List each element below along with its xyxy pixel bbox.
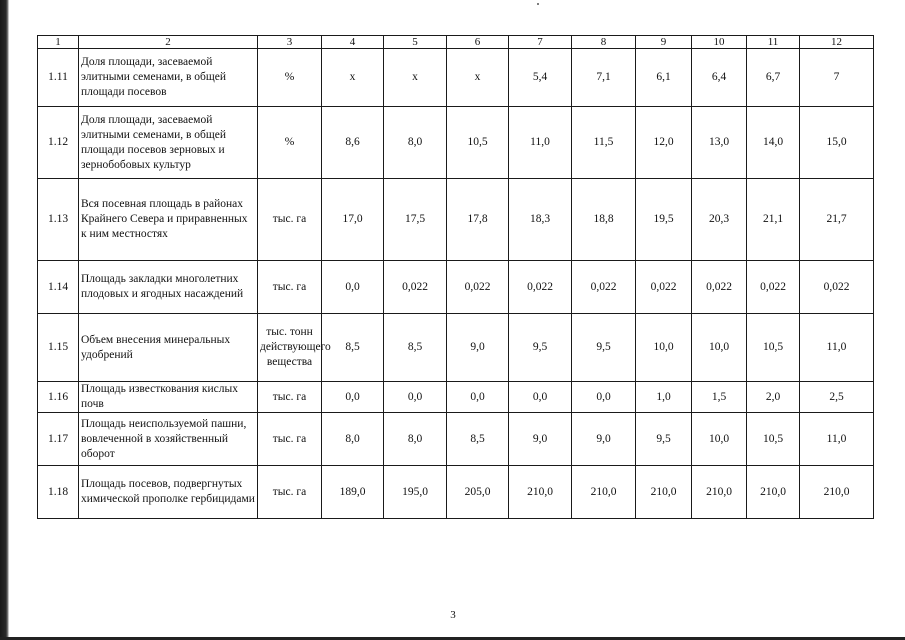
column-header: 6 — [447, 36, 509, 49]
row-value: 21,7 — [800, 179, 874, 261]
row-value: 7 — [800, 49, 874, 107]
table-row — [38, 49, 874, 107]
row-value: 10,0 — [692, 413, 747, 466]
row-value: 17,0 — [322, 179, 384, 261]
row-value: 0,0 — [322, 382, 384, 413]
row-value: 8,6 — [322, 107, 384, 179]
row-value: 205,0 — [447, 466, 509, 519]
row-value: 10,0 — [692, 314, 747, 382]
row-value: х — [322, 49, 384, 107]
row-value: 0,022 — [636, 261, 692, 314]
row-value: 0,0 — [572, 382, 636, 413]
row-value: 17,5 — [384, 179, 447, 261]
row-description: Объем внесения минеральных удобрений — [79, 314, 258, 382]
row-value: 11,0 — [800, 413, 874, 466]
row-number: 1.12 — [38, 107, 79, 179]
row-value: 13,0 — [692, 107, 747, 179]
scan-shadow-left — [0, 0, 9, 640]
row-number: 1.18 — [38, 466, 79, 519]
row-value: 10,5 — [447, 107, 509, 179]
row-number: 1.11 — [38, 49, 79, 107]
row-value: 15,0 — [800, 107, 874, 179]
row-value: 11,0 — [800, 314, 874, 382]
row-value: 0,022 — [572, 261, 636, 314]
column-header: 11 — [747, 36, 800, 49]
row-value: 0,022 — [447, 261, 509, 314]
row-value: 210,0 — [636, 466, 692, 519]
column-header: 10 — [692, 36, 747, 49]
row-value: 9,5 — [572, 314, 636, 382]
row-value: 9,5 — [636, 413, 692, 466]
row-number: 1.14 — [38, 261, 79, 314]
row-value: 210,0 — [692, 466, 747, 519]
table-row — [38, 382, 874, 413]
row-value: 5,4 — [509, 49, 572, 107]
row-description: Площадь закладки многолетних плодовых и ягодных насаждений — [79, 261, 258, 314]
row-description: Площадь известкования кислых почв — [79, 382, 258, 413]
row-unit: тыс. га — [258, 382, 322, 413]
row-unit: % — [258, 49, 322, 107]
row-value: 1,0 — [636, 382, 692, 413]
column-header: 4 — [322, 36, 384, 49]
row-description: Доля площади, засеваемой элитными семенами, в общей площади посевов — [79, 49, 258, 107]
row-value: 0,0 — [447, 382, 509, 413]
row-value: 9,5 — [509, 314, 572, 382]
row-value: 2,5 — [800, 382, 874, 413]
row-value: 10,0 — [636, 314, 692, 382]
header-row — [38, 36, 874, 49]
row-value: х — [384, 49, 447, 107]
row-unit: тыс. га — [258, 261, 322, 314]
row-value: 9,0 — [572, 413, 636, 466]
row-value: 18,8 — [572, 179, 636, 261]
row-value: 11,5 — [572, 107, 636, 179]
row-unit: % — [258, 107, 322, 179]
row-value: 14,0 — [747, 107, 800, 179]
row-value: 20,3 — [692, 179, 747, 261]
row-value: 10,5 — [747, 314, 800, 382]
row-value: 8,0 — [384, 413, 447, 466]
row-unit: тыс. тонн действующего вещества — [258, 314, 322, 382]
row-value: 9,0 — [509, 413, 572, 466]
table-row — [38, 261, 874, 314]
row-value: 210,0 — [800, 466, 874, 519]
row-description: Площадь посевов, подвергнутых химической прополке гербицидами — [79, 466, 258, 519]
row-description: Площадь неиспользуемой пашни, вовлеченной в хозяйственный оборот — [79, 413, 258, 466]
row-value: 19,5 — [636, 179, 692, 261]
column-header: 3 — [258, 36, 322, 49]
row-value: 0,022 — [384, 261, 447, 314]
row-value: 8,0 — [384, 107, 447, 179]
table-row — [38, 413, 874, 466]
table-row — [38, 179, 874, 261]
row-value: х — [447, 49, 509, 107]
row-value: 10,5 — [747, 413, 800, 466]
row-value: 18,3 — [509, 179, 572, 261]
column-header: 2 — [79, 36, 258, 49]
row-value: 0,022 — [509, 261, 572, 314]
row-value: 6,4 — [692, 49, 747, 107]
row-value: 0,022 — [800, 261, 874, 314]
column-header: 12 — [800, 36, 874, 49]
row-value: 189,0 — [322, 466, 384, 519]
column-header: 9 — [636, 36, 692, 49]
row-value: 210,0 — [509, 466, 572, 519]
row-value: 9,0 — [447, 314, 509, 382]
row-value: 21,1 — [747, 179, 800, 261]
row-value: 12,0 — [636, 107, 692, 179]
row-value: 0,0 — [509, 382, 572, 413]
row-number: 1.15 — [38, 314, 79, 382]
row-value: 11,0 — [509, 107, 572, 179]
indicators-table — [37, 35, 874, 519]
row-number: 1.13 — [38, 179, 79, 261]
row-number: 1.17 — [38, 413, 79, 466]
row-number: 1.16 — [38, 382, 79, 413]
row-value: 6,1 — [636, 49, 692, 107]
row-value: 210,0 — [747, 466, 800, 519]
row-unit: тыс. га — [258, 413, 322, 466]
column-header: 8 — [572, 36, 636, 49]
row-value: 0,022 — [747, 261, 800, 314]
row-unit: тыс. га — [258, 466, 322, 519]
row-value: 210,0 — [572, 466, 636, 519]
scan-speck — [537, 3, 539, 5]
row-value: 0,0 — [384, 382, 447, 413]
row-value: 0,0 — [322, 261, 384, 314]
row-value: 8,5 — [322, 314, 384, 382]
row-value: 1,5 — [692, 382, 747, 413]
row-value: 6,7 — [747, 49, 800, 107]
column-header: 5 — [384, 36, 447, 49]
table-row — [38, 314, 874, 382]
column-header: 1 — [38, 36, 79, 49]
row-unit: тыс. га — [258, 179, 322, 261]
table-row — [38, 107, 874, 179]
row-value: 195,0 — [384, 466, 447, 519]
row-value: 8,5 — [447, 413, 509, 466]
row-value: 8,0 — [322, 413, 384, 466]
row-description: Вся посевная площадь в районах Крайнего Севера и приравненных к ним местностях — [79, 179, 258, 261]
row-value: 7,1 — [572, 49, 636, 107]
row-value: 0,022 — [692, 261, 747, 314]
table-row — [38, 466, 874, 519]
page-number: 3 — [450, 609, 456, 621]
column-header: 7 — [509, 36, 572, 49]
row-description: Доля площади, засеваемой элитными семенами, в общей площади посевов зерновых и зернобобовых культур — [79, 107, 258, 179]
row-value: 2,0 — [747, 382, 800, 413]
row-value: 17,8 — [447, 179, 509, 261]
row-value: 8,5 — [384, 314, 447, 382]
